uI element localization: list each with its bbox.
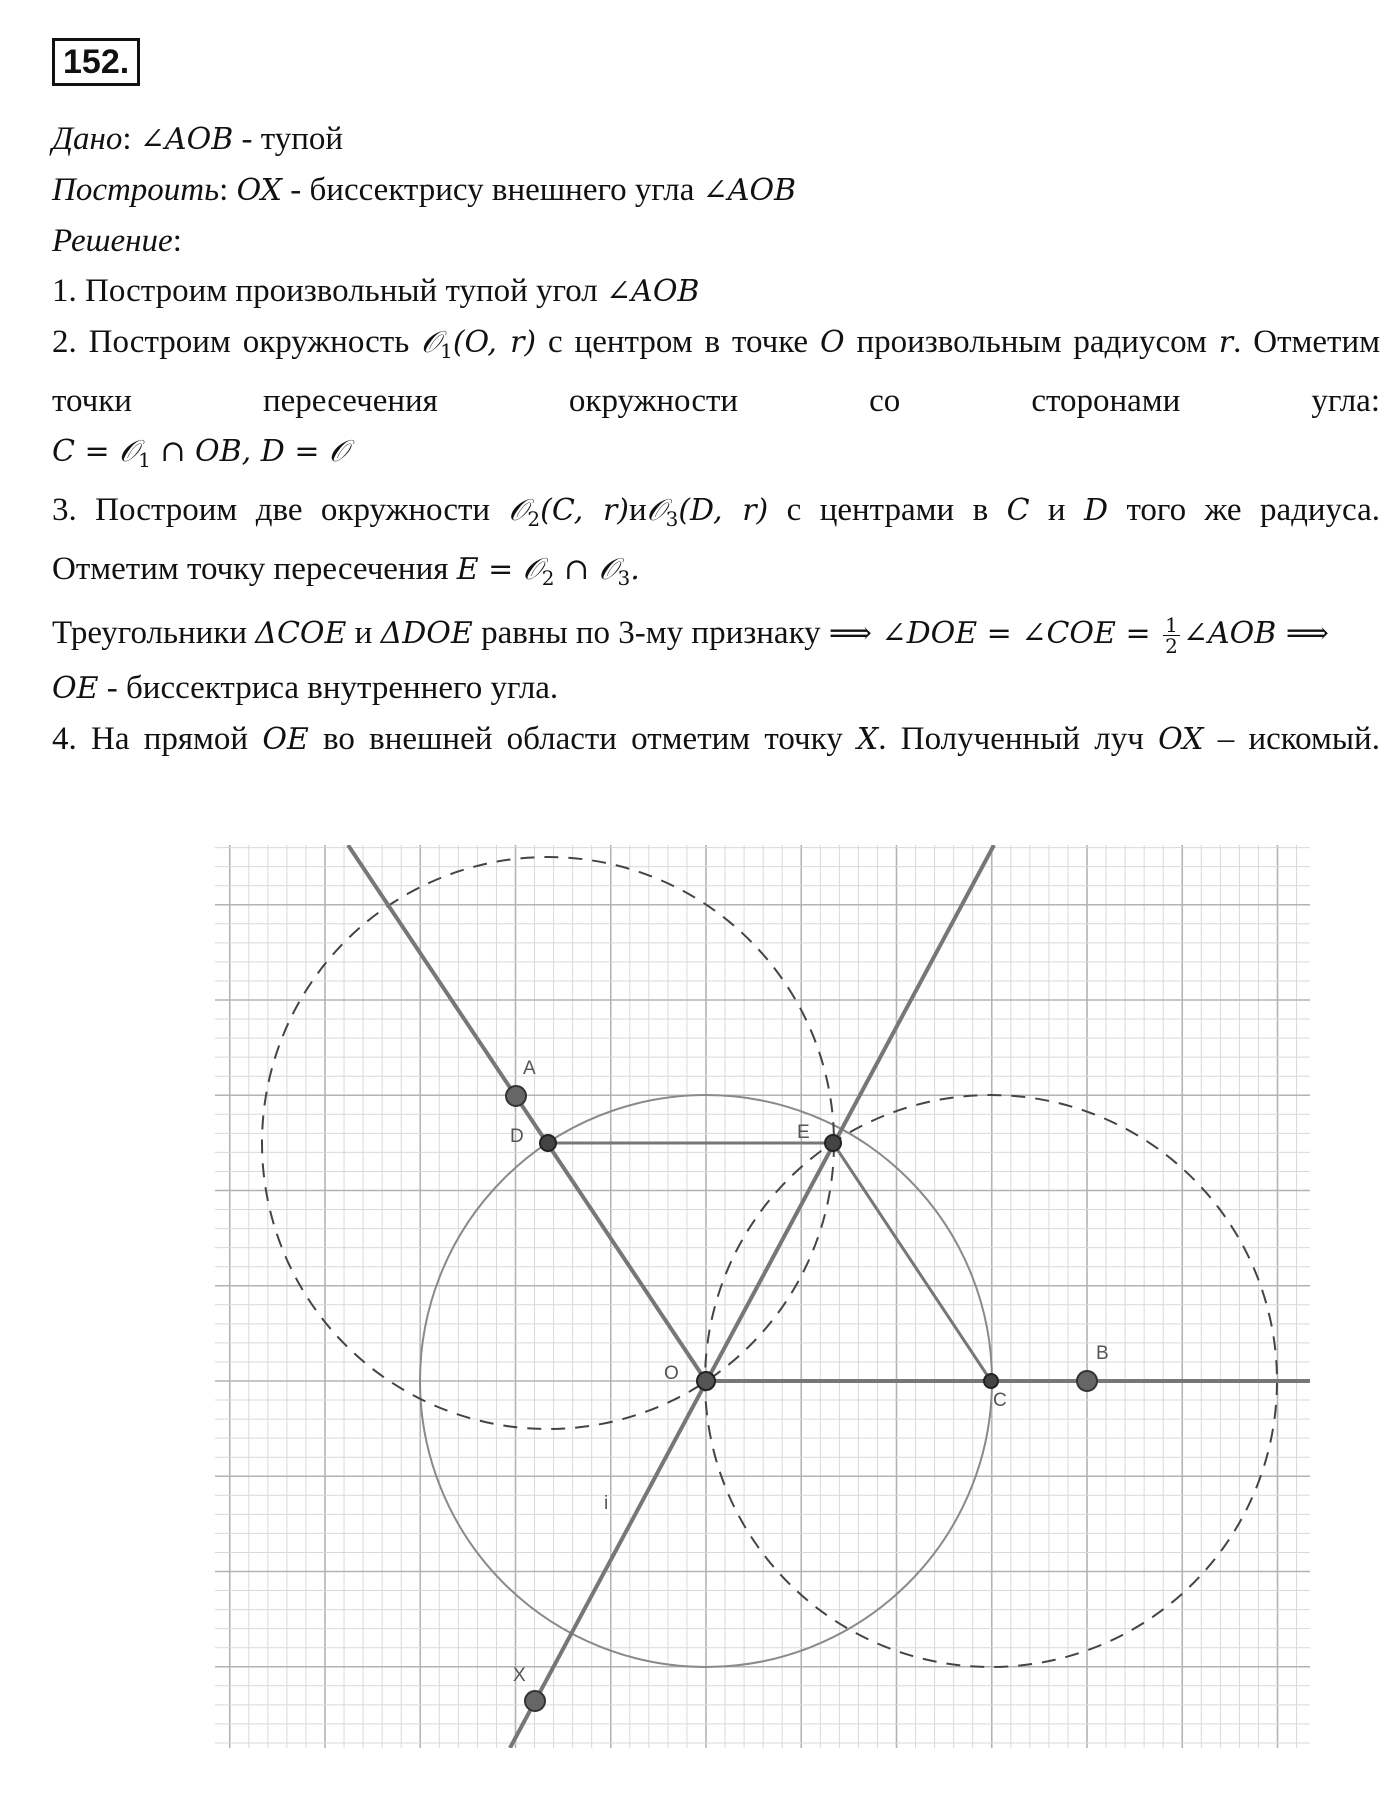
- label-x: X: [513, 1665, 526, 1686]
- point-b: [1077, 1371, 1097, 1391]
- step-3-c: того же радиуса.: [1108, 492, 1380, 528]
- step-3-E-text: E = 𝒪: [456, 552, 542, 587]
- step-4-ox: OX: [1158, 722, 1204, 757]
- label-c: C: [993, 1390, 1007, 1411]
- step-2-circle-args: (O, r): [452, 325, 537, 360]
- segment-ec: [833, 1143, 991, 1381]
- step-3-and: и: [629, 492, 647, 528]
- step-4-b: во внешней области отметим точку: [308, 721, 857, 757]
- given-label: Дано: [52, 121, 123, 157]
- step-3-a: 3. Построим две окружности: [52, 492, 509, 528]
- solution-label: Решение: [52, 223, 173, 259]
- construct-angle: ∠AOB: [702, 173, 797, 208]
- step-3-E-sub1: 2: [541, 566, 555, 590]
- step-3-D: D: [1083, 493, 1109, 528]
- given-rest: - тупой: [233, 121, 344, 157]
- label-o: O: [664, 1363, 679, 1384]
- formula-c-rest: ∩ OB, D = 𝒪: [150, 434, 348, 469]
- step-2-d: Отметим точки пересечения окружности со сторонами угла:: [52, 324, 1380, 419]
- point-o: [697, 1372, 715, 1390]
- tri-and: и: [346, 615, 381, 651]
- tri-impl: ⟹ ∠DOE = ∠COE =: [828, 616, 1161, 651]
- solution-colon: :: [172, 223, 182, 259]
- step-2-circle-sym: 𝒪: [421, 325, 441, 360]
- label-a: A: [523, 1058, 536, 1079]
- point-e: [825, 1135, 841, 1151]
- step-3-d: Отметим точку пересечения: [52, 551, 457, 587]
- label-d: D: [510, 1126, 524, 1147]
- step-3-E-cap: ∩ 𝒪: [554, 552, 618, 587]
- tri-b: равны по 3-му признаку: [472, 615, 829, 651]
- step-3-c3-sym: 𝒪: [646, 493, 666, 528]
- tri-a: Треугольники: [52, 615, 256, 651]
- construct-rest: - биссектрису внешнего угла: [282, 172, 703, 208]
- given-colon: :: [122, 121, 132, 157]
- tri-aob: ∠AOB ⟹: [1182, 616, 1329, 651]
- tri-doe: ΔDOE: [380, 616, 473, 651]
- step-3-b: с центрами в: [768, 492, 1007, 528]
- step-4-e: искомый.: [1248, 721, 1380, 757]
- step-2-c: произвольным радиусом: [844, 324, 1219, 360]
- oe-rest: - биссектриса внутреннего угла.: [98, 670, 559, 706]
- step-2-circle-sub: 1: [440, 339, 453, 363]
- formula-c-text: C = 𝒪: [52, 434, 139, 469]
- formula-c-sub: 1: [138, 448, 151, 472]
- step-2-dot: .: [1233, 324, 1242, 360]
- step-3-c2-sym: 𝒪: [508, 493, 528, 528]
- step-4-a: 4. На прямой: [52, 721, 263, 757]
- point-x: [525, 1691, 545, 1711]
- step-2-a: 2. Построим окружность: [52, 324, 422, 360]
- step-4-c: . Полученный луч: [878, 721, 1159, 757]
- step-1-angle: ∠AOB: [606, 274, 700, 309]
- fraction-numerator: 1: [1165, 612, 1178, 637]
- label-e: E: [797, 1122, 810, 1143]
- oe: OE: [52, 671, 99, 706]
- step-3-c3-sub: 3: [665, 507, 679, 531]
- step-1-text: 1. Построим произвольный тупой угол: [52, 273, 607, 309]
- problem-number: 152.: [52, 38, 140, 86]
- construct-ox: OX: [236, 173, 283, 208]
- label-b: B: [1096, 1343, 1109, 1364]
- step-3-C: C: [1006, 493, 1030, 528]
- grid: [215, 845, 1310, 1748]
- step-3-c2-sub: 2: [527, 507, 541, 531]
- step-4-x: X: [856, 722, 879, 757]
- step-2-o: O: [819, 325, 845, 360]
- construct-colon: :: [219, 172, 229, 208]
- step-2-r: r: [1218, 325, 1234, 360]
- point-a: [506, 1086, 526, 1106]
- point-c: [984, 1374, 998, 1388]
- step-3-E-sub2: 3: [617, 566, 631, 590]
- point-d: [540, 1135, 556, 1151]
- tri-coe: ΔCOE: [255, 616, 347, 651]
- step-3-c3-args: (D, r): [678, 493, 769, 528]
- step-2-b: с центром в точке: [536, 324, 820, 360]
- label-i: i: [604, 1493, 609, 1514]
- step-3-E-dot: .: [630, 552, 640, 587]
- step-3-i: и: [1029, 492, 1084, 528]
- step-3-c2-args: (C, r): [540, 493, 629, 528]
- step-4-d: –: [1203, 721, 1235, 757]
- step-4-oe: OE: [262, 722, 309, 757]
- construct-label: Построить: [52, 172, 220, 208]
- fraction-denominator: 2: [1165, 633, 1178, 658]
- given-angle: ∠AOB: [139, 122, 234, 157]
